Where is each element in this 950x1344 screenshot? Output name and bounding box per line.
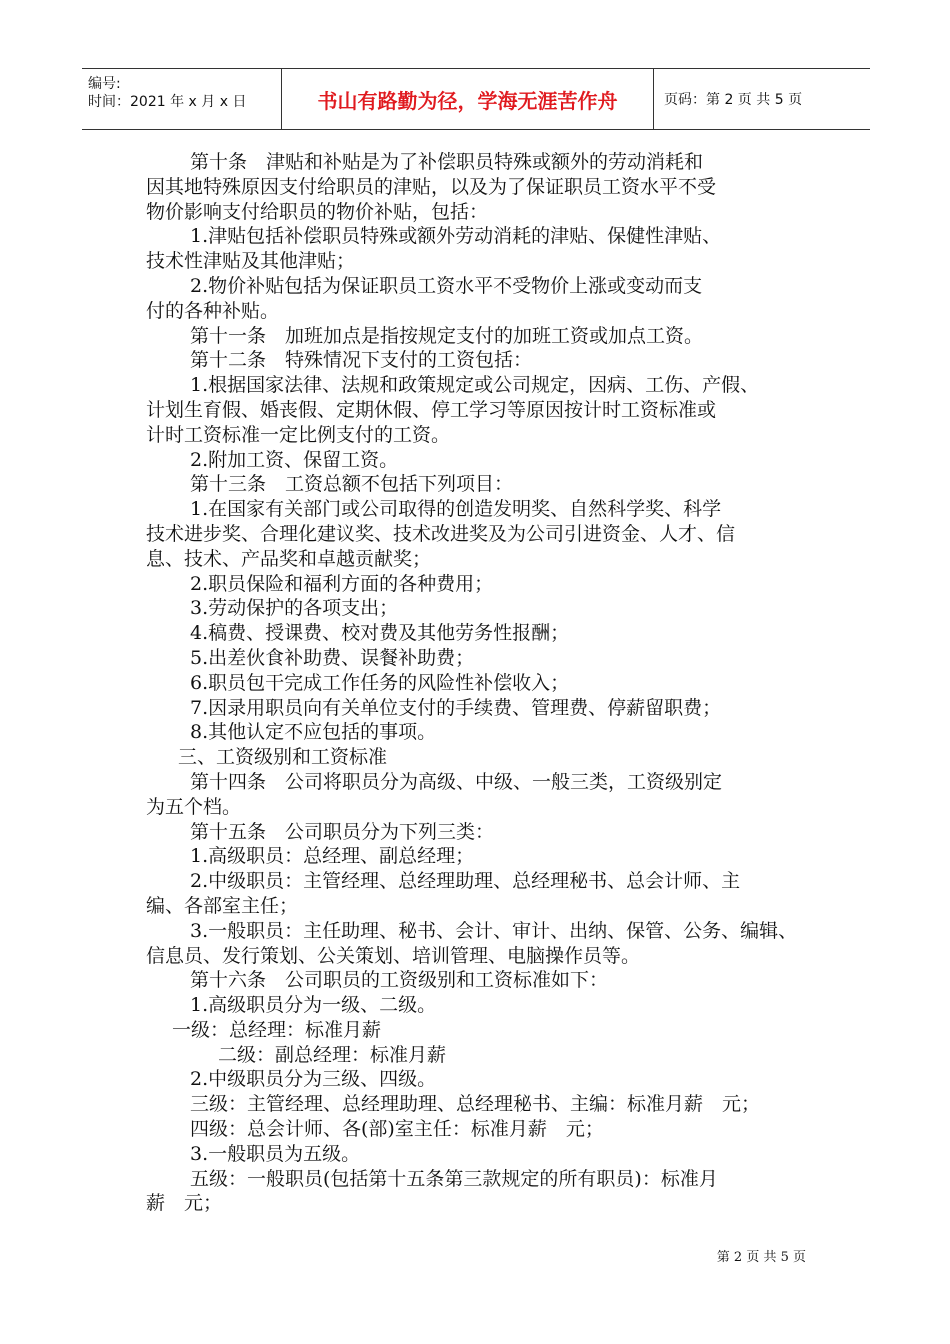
text-line: 第十条 津贴和补贴是为了补偿职员特殊或额外的劳动消耗和 (190, 151, 704, 173)
text-line: 2.中级职员：主管经理、总经理助理、总经理秘书、总会计师、主 (190, 870, 741, 893)
page-header (82, 68, 870, 130)
text-line: 五级：一般职员(包括第十五条第三款规定的所有职员)：标准月 (190, 1167, 718, 1190)
text-line: 第十三条 工资总额不包括下列项目： (190, 473, 514, 496)
text-line: 1.高级职员：总经理、副总经理； (190, 845, 475, 868)
text-line: 1.津贴包括补偿职员特殊或额外劳动消耗的津贴、保健性津贴、 (190, 225, 722, 248)
text-line: 息、技术、产品奖和卓越贡献奖； (146, 547, 432, 570)
text-line: 第十六条 公司职员的工资级别和工资标准如下： (190, 969, 609, 992)
header-info-cell (82, 69, 282, 129)
text-line: 第十一条 加班加点是指按规定支付的加班工资或加点工资。 (190, 324, 704, 347)
header-motto: 书山有路勤为径，学海无涯苦作舟 (317, 88, 618, 113)
text-line: 5.出差伙食补助费、误餐补助费； (190, 646, 475, 669)
text-line: 6.职员包干完成工作任务的风险性补偿收入； (190, 671, 570, 694)
text-line: 1.高级职员分为一级、二级。 (190, 994, 437, 1017)
text-line: 因其地特殊原因支付给职员的津贴，以及为了保证职员工资水平不受 (146, 175, 717, 198)
text-line: 3.一般职员为五级。 (190, 1142, 361, 1165)
text-line: 三级：主管经理、总经理助理、总经理秘书、主编：标准月薪 元； (190, 1093, 761, 1116)
document-date-label: 时间：2021 年 x 月 x 日 (88, 94, 247, 110)
text-line: 1.在国家有关部门或公司取得的创造发明奖、自然科学奖、科学 (190, 498, 722, 521)
text-line: 薪 元； (146, 1192, 223, 1215)
text-line: 2.附加工资、保留工资。 (190, 448, 399, 471)
text-line: 计划生育假、婚丧假、定期休假、停工学习等原因按计时工资标准或 (146, 398, 717, 421)
text-line: 2.职员保险和福利方面的各种费用； (190, 572, 494, 595)
text-line: 计时工资标准一定比例支付的工资。 (146, 423, 451, 446)
text-line: 为五个档。 (146, 795, 242, 818)
text-line: 7.因录用职员向有关单位支付的手续费、管理费、停薪留职费； (190, 696, 722, 719)
text-line: 3.一般职员：主任助理、秘书、会计、审计、出纳、保管、公务、编辑、 (190, 919, 798, 942)
text-line: 2.物价补贴包括为保证职员工资水平不受物价上涨或变动而支 (190, 274, 703, 297)
text-line: 1.根据国家法律、法规和政策规定或公司规定，因病、工伤、产假、 (190, 374, 760, 397)
text-line: 付的各种补贴。 (146, 299, 280, 322)
text-line: 8.其他认定不应包括的事项。 (190, 721, 437, 744)
text-line: 四级：总会计师、各(部)室主任：标准月薪 元； (190, 1118, 604, 1141)
text-line: 第十五条 公司职员分为下列三类： (190, 820, 495, 843)
header-page-number: 页码：第 2 页 共 5 页 (664, 92, 803, 108)
header-motto-cell (282, 69, 654, 129)
text-line: 3.劳动保护的各项支出； (190, 597, 399, 620)
text-line: 二级：副总经理：标准月薪 (218, 1043, 447, 1066)
text-line: 第十二条 特殊情况下支付的工资包括： (190, 349, 533, 372)
text-line: 编、各部室主任； (146, 894, 299, 917)
text-line: 三、工资级别和工资标准 (178, 746, 388, 769)
text-line: 物价影响支付给职员的物价补贴，包括： (146, 200, 489, 223)
text-line: 4.稿费、授课费、校对费及其他劳务性报酬； (190, 622, 570, 645)
text-line: 2.中级职员分为三级、四级。 (190, 1068, 437, 1091)
document-body (146, 150, 826, 1216)
text-line: 一级：总经理：标准月薪 (172, 1018, 382, 1041)
footer-page-number: 第 2 页 共 5 页 (716, 1250, 806, 1265)
text-line: 信息员、发行策划、公关策划、培训管理、电脑操作员等。 (146, 944, 641, 967)
text-line: 技术进步奖、合理化建议奖、技术改进奖及为公司引进资金、人才、信 (146, 522, 736, 545)
header-page-cell (654, 69, 870, 129)
text-line: 第十四条 公司将职员分为高级、中级、一般三类，工资级别定 (190, 770, 723, 793)
text-line: 技术性津贴及其他津贴； (146, 250, 356, 273)
page-footer (717, 1246, 806, 1265)
document-number-label: 编号: (88, 76, 121, 92)
